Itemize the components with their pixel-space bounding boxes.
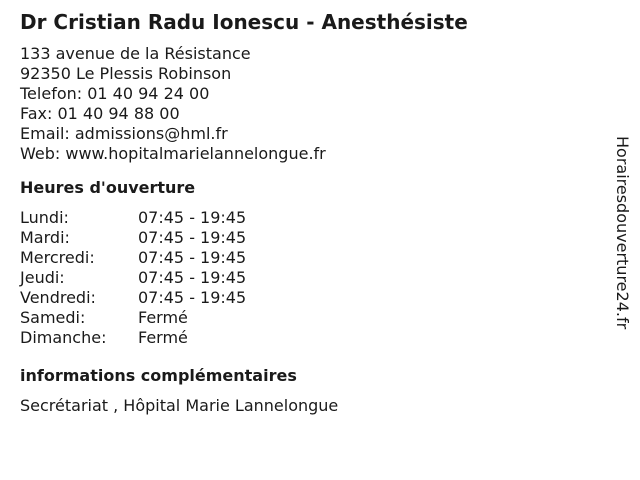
hours-row: [20, 328, 600, 348]
hours-row: [20, 288, 600, 308]
day-label: Jeudi:: [20, 268, 65, 287]
hours-row: [20, 208, 600, 228]
day-label: Vendredi:: [20, 288, 96, 307]
time-value: Fermé: [138, 308, 188, 327]
hours-row: [20, 268, 600, 288]
address-block: [20, 44, 600, 164]
hours-row: [20, 228, 600, 248]
website-url: Web: www.hopitalmarielannelongue.fr: [20, 144, 326, 163]
opening-hours-heading: Heures d'ouverture: [20, 178, 196, 197]
time-value: 07:45 - 19:45: [138, 288, 247, 307]
time-value: 07:45 - 19:45: [138, 228, 247, 247]
phone-number: Telefon: 01 40 94 24 00: [20, 84, 210, 103]
fax-number: Fax: 01 40 94 88 00: [20, 104, 180, 123]
additional-info-heading: informations complémentaires: [20, 366, 297, 385]
day-label: Dimanche:: [20, 328, 107, 347]
time-value: 07:45 - 19:45: [138, 248, 247, 267]
time-value: 07:45 - 19:45: [138, 208, 247, 227]
day-label: Samedi:: [20, 308, 86, 327]
hours-row: [20, 248, 600, 268]
page-title: Dr Cristian Radu Ionescu - Anesthésiste: [20, 10, 468, 34]
day-label: Mercredi:: [20, 248, 95, 267]
time-value: Fermé: [138, 328, 188, 347]
day-label: Mardi:: [20, 228, 70, 247]
hours-row: [20, 308, 600, 328]
doctor-card: [20, 10, 600, 416]
street-address: 133 avenue de la Résistance: [20, 44, 251, 63]
vertical-brand-label: Horairesdouverture24.fr: [613, 136, 632, 330]
email-address: Email: admissions@hml.fr: [20, 124, 228, 143]
opening-hours-table: [20, 208, 600, 348]
time-value: 07:45 - 19:45: [138, 268, 247, 287]
day-label: Lundi:: [20, 208, 69, 227]
additional-info-text: Secrétariat , Hôpital Marie Lannelongue: [20, 396, 339, 415]
city-address: 92350 Le Plessis Robinson: [20, 64, 232, 83]
